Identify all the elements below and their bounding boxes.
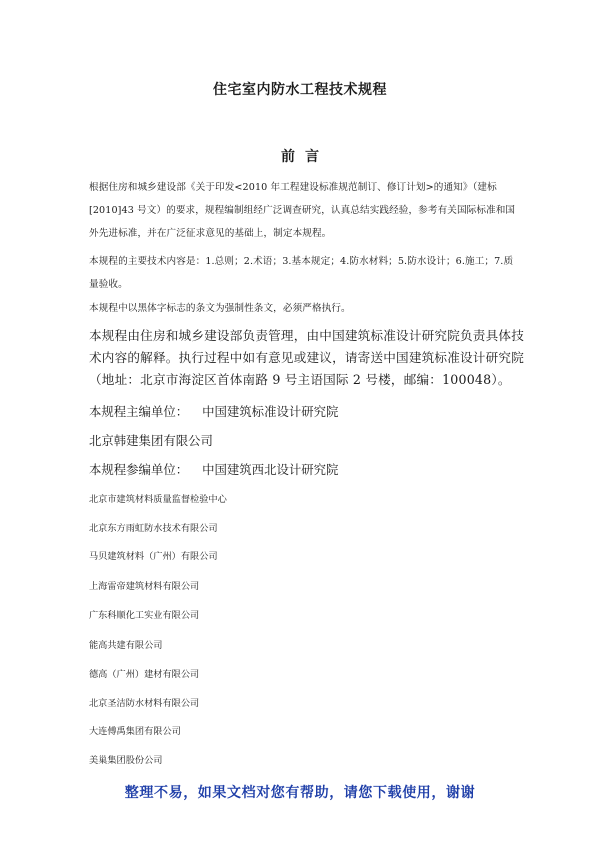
document-title: 住宅室内防水工程技术规程 <box>213 82 387 98</box>
participants-row <box>89 460 338 478</box>
participant-unit: 北京市建筑材料质量监督检验中心 <box>89 494 227 505</box>
participant-unit: 北京圣洁防水材料有限公司 <box>89 698 200 709</box>
chief-editor-row <box>89 402 338 420</box>
participant-unit: 广东科顺化工实业有限公司 <box>89 610 200 621</box>
paragraph-background: 根据住房和城乡建设部《关于印发<2010 年工程建设标准规范制订、修订计划>的通知》（建标[2010]43 号文）的要求，规程编制组经广泛调查研究，认真总结实践经验，参考有关国际标准和国外先进标准，并在广泛征求意见的基础上，制定本规程。 <box>89 182 516 239</box>
footer-note: 整理不易，如果文档对您有帮助，请您下载使用，谢谢 <box>124 785 476 801</box>
participant-unit: 美巢集团股份公司 <box>89 755 163 766</box>
paragraph-mandatory: 本规程中以黑体字标志的条文为强制性条文，必须严格执行。 <box>89 303 351 314</box>
participant-unit: 大连傅禹集团有限公司 <box>89 726 181 737</box>
participant-unit: 北京东方雨虹防水技术有限公司 <box>89 523 218 534</box>
preface-heading-char-2: 言 <box>305 149 319 165</box>
participants-value: 中国建筑西北设计研究院 <box>202 462 339 477</box>
participant-unit: 德高（广州）建材有限公司 <box>89 669 200 680</box>
participant-unit: 马贝建筑材料（广州）有限公司 <box>89 551 218 562</box>
preface-heading-char-1: 前 <box>281 149 295 165</box>
participant-unit: 能高共建有限公司 <box>89 640 163 651</box>
participant-unit: 上海雷帝建筑材料有限公司 <box>89 581 200 592</box>
chief-editor-extra: 北京韩建集团有限公司 <box>89 433 213 448</box>
participants-label: 本规程参编单位： <box>89 462 189 477</box>
paragraph-contents: 本规程的主要技术内容是：1.总则；2.术语；3.基本规定；4.防水材料；5.防水设计；6.施工；7.质量验收。 <box>89 256 514 290</box>
chief-editor-value: 中国建筑标准设计研究院 <box>202 404 339 419</box>
chief-editor-label: 本规程主编单位： <box>89 404 189 419</box>
preface-heading <box>0 146 600 166</box>
paragraph-management: 本规程由住房和城乡建设部负责管理，由中国建筑标准设计研究院负责具体技术内容的解释。执行过程中如有意见或建议，请寄送中国建筑标准设计研究院（地址：北京市海淀区首体南路 9 号主语国际 2 号楼，邮编：100048）。 <box>89 328 524 387</box>
